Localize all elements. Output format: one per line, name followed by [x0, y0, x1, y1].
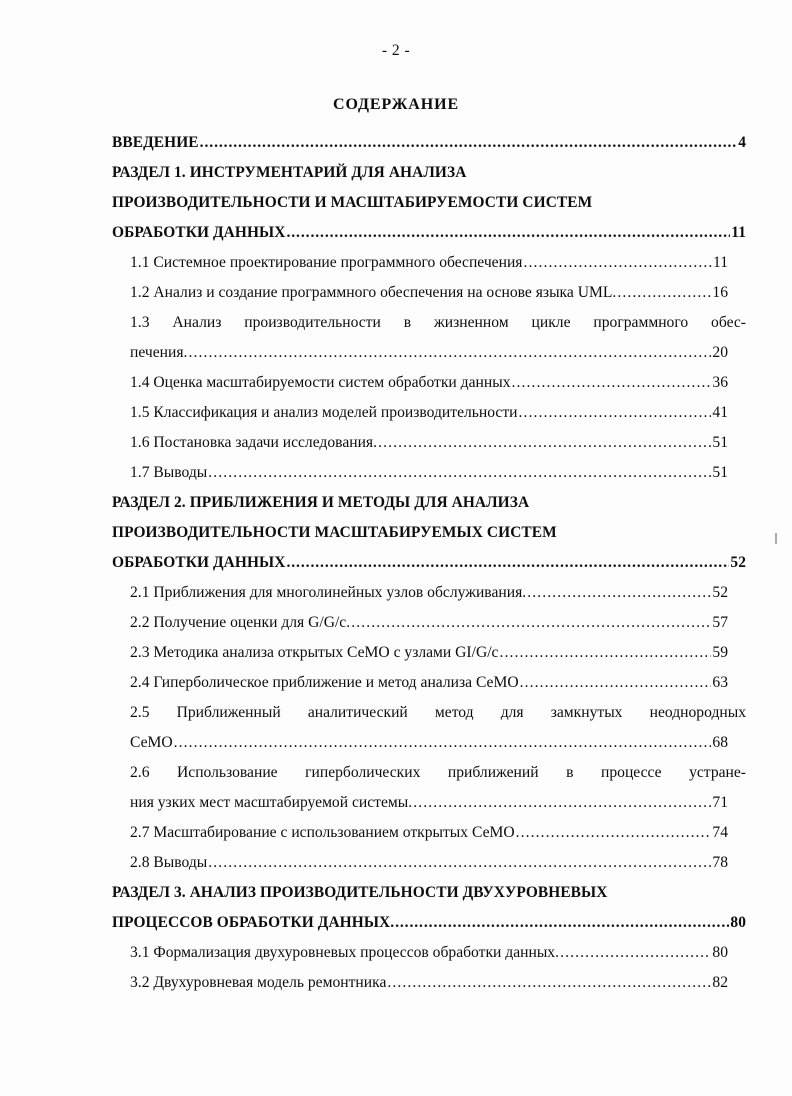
toc-dot-leader [519, 398, 712, 428]
toc-entry-row [130, 368, 728, 398]
toc-dot-leader [516, 818, 712, 848]
toc-entry-page-number: 63 [712, 674, 728, 691]
toc-dot-leader [286, 548, 729, 578]
toc-entry-row [130, 968, 728, 998]
toc-entry-page-number: 82 [712, 974, 728, 991]
toc-entry-row [130, 338, 728, 368]
toc-entry-page-number: 11 [712, 254, 728, 271]
toc-dot-leader [387, 968, 711, 998]
toc-entry-page-number: 80 [712, 944, 728, 961]
toc-dot-leader [522, 578, 711, 608]
toc-entry[interactable] [130, 698, 746, 758]
toc-dot-leader [200, 128, 738, 158]
toc-dot-leader [184, 338, 712, 368]
toc-entry-row [130, 638, 728, 668]
toc-entry-row [130, 428, 728, 458]
toc-dot-leader [523, 248, 712, 278]
toc-entry-row [130, 848, 728, 878]
toc-entry-label: 2.8 Выводы [130, 854, 208, 871]
toc-entry[interactable] [130, 848, 746, 878]
toc-dot-leader [512, 368, 712, 398]
toc-entry[interactable] [130, 248, 746, 278]
toc-entry-row [130, 668, 728, 698]
toc-entry-row [130, 818, 728, 848]
toc-entry[interactable] [130, 308, 746, 368]
toc-entry-page-number: 59 [712, 644, 728, 661]
toc-entry-row [130, 728, 728, 758]
toc-entry-label: 2.7 Масштабирование с использованием открытых СеМО [130, 824, 515, 841]
toc-entry[interactable] [130, 368, 746, 398]
toc-entry-page-number: 51 [712, 464, 728, 481]
toc-entry-page-number: 71 [712, 794, 728, 811]
page-title: СОДЕРЖАНИЕ [332, 96, 460, 113]
toc-dot-leader [612, 278, 711, 308]
toc-entry-line: 2.6 Использование гиперболических приближений в процессе устране- [130, 764, 746, 781]
toc-dot-leader [408, 788, 711, 818]
toc-entry-page-number: 51 [712, 434, 728, 451]
toc-entry-label: 1.7 Выводы [130, 464, 208, 481]
toc-entry-page-number: 4 [738, 134, 746, 151]
toc-entry[interactable] [112, 488, 746, 578]
toc-entry-page-number: 20 [712, 344, 728, 361]
toc-entry[interactable] [130, 608, 746, 638]
toc-entry-row [112, 548, 746, 578]
toc-entry-page-number: 78 [712, 854, 728, 871]
toc-entry[interactable] [112, 158, 746, 248]
toc-entry-row [112, 908, 746, 938]
page-number: - 2 - [381, 42, 411, 59]
toc-entry-label: СеМО [130, 734, 173, 751]
toc-entry-label: 3.2 Двухуровневая модель ремонтника [130, 974, 387, 991]
toc-entry-line: РАЗДЕЛ 2. ПРИБЛИЖЕНИЯ И МЕТОДЫ ДЛЯ АНАЛИЗА [112, 494, 530, 511]
toc-entry-page-number: 11 [731, 224, 746, 241]
toc-dot-leader [174, 728, 712, 758]
toc-entry-page-number: 74 [712, 824, 728, 841]
toc-dot-leader [555, 938, 711, 968]
toc-entry[interactable] [130, 668, 746, 698]
toc-entry-label: ПРОЦЕССОВ ОБРАБОТКИ ДАННЫХ [112, 914, 391, 931]
toc-entry-label: ОБРАБОТКИ ДАННЫХ [112, 554, 286, 571]
toc-entry-row [112, 218, 746, 248]
scan-artifact-mark [775, 533, 777, 544]
toc-entry[interactable] [130, 458, 746, 488]
toc-entry-label: ВВЕДЕНИЕ [112, 134, 199, 151]
toc-entry-row [130, 608, 728, 638]
toc-entry-page-number: 52 [712, 584, 728, 601]
toc-entry-row [130, 278, 728, 308]
toc-entry-label: 1.2 Анализ и создание программного обеспечения на основе языка UML [130, 284, 613, 301]
toc-entry-label: 2.2 Получение оценки для G/G/c [130, 614, 347, 631]
toc-entry-row [130, 248, 728, 278]
toc-entry-line: 2.5 Приближенный аналитический метод для замкнутых неоднородных [130, 704, 746, 721]
toc-dot-leader [208, 458, 711, 488]
toc-entry-label: ния узких мест масштабируемой системы [130, 794, 409, 811]
toc-dot-leader [520, 668, 712, 698]
toc-entry[interactable] [130, 818, 746, 848]
toc-entry-row [112, 128, 746, 158]
toc-entry-row [130, 938, 728, 968]
toc-entry-line: ПРОИЗВОДИТЕЛЬНОСТИ МАСШТАБИРУЕМЫХ СИСТЕМ [112, 524, 557, 541]
toc-entry-page-number: 16 [712, 284, 728, 301]
toc-entry[interactable] [112, 878, 746, 938]
toc-entry-line: 1.3 Анализ производительности в жизненном цикле программного обес- [130, 314, 746, 331]
toc-entry-row [130, 788, 728, 818]
toc-dot-leader [346, 608, 711, 638]
toc-entry[interactable] [130, 968, 746, 998]
toc-entry-label: 2.1 Приближения для многолинейных узлов обслуживания [130, 584, 523, 601]
toc-entry-label: 1.1 Системное проектирование программного обеспечения [130, 254, 523, 271]
toc-entry-page-number: 52 [730, 554, 746, 571]
toc-dot-leader [373, 428, 711, 458]
toc-entry[interactable] [130, 578, 746, 608]
toc-entry-label: 1.6 Постановка задачи исследования [130, 434, 374, 451]
table-of-contents [112, 128, 746, 998]
toc-entry[interactable] [130, 278, 746, 308]
toc-entry-line: ПРОИЗВОДИТЕЛЬНОСТИ И МАСШТАБИРУЕМОСТИ СИСТЕМ [112, 194, 593, 211]
toc-dot-leader [286, 218, 730, 248]
toc-entry-label: 1.5 Классификация и анализ моделей производительности [130, 404, 518, 421]
toc-entry-page-number: 68 [712, 734, 728, 751]
toc-entry[interactable] [130, 428, 746, 458]
toc-entry-page-number: 80 [730, 914, 746, 931]
toc-entry-label: 2.3 Методика анализа открытых СеМО с узлами GI/G/c [130, 644, 499, 661]
toc-entry-label: 2.4 Гиперболическое приближение и метод анализа СеМО [130, 674, 519, 691]
toc-entry[interactable] [130, 638, 746, 668]
toc-entry[interactable] [112, 128, 746, 158]
toc-entry-label: ОБРАБОТКИ ДАННЫХ [112, 224, 286, 241]
toc-entry-row [130, 398, 728, 428]
toc-entry[interactable] [130, 938, 746, 968]
toc-entry[interactable] [130, 398, 746, 428]
toc-entry-line: РАЗДЕЛ 3. АНАЛИЗ ПРОИЗВОДИТЕЛЬНОСТИ ДВУХУРОВНЕВЫХ [112, 884, 608, 901]
toc-entry[interactable] [130, 758, 746, 818]
toc-entry-page-number: 41 [712, 404, 728, 421]
toc-entry-page-number: 57 [712, 614, 728, 631]
toc-entry-label: 3.1 Формализация двухуровневых процессов обработки данных [130, 944, 556, 961]
toc-entry-page-number: 36 [712, 374, 728, 391]
toc-dot-leader [390, 908, 729, 938]
toc-entry-line: РАЗДЕЛ 1. ИНСТРУМЕНТАРИЙ ДЛЯ АНАЛИЗА [112, 164, 467, 181]
toc-dot-leader [499, 638, 711, 668]
toc-dot-leader [208, 848, 711, 878]
toc-entry-row [130, 578, 728, 608]
toc-entry-label: 1.4 Оценка масштабируемости систем обработки данных [130, 374, 511, 391]
toc-entry-label: печения [130, 344, 184, 361]
toc-entry-row [130, 458, 728, 488]
